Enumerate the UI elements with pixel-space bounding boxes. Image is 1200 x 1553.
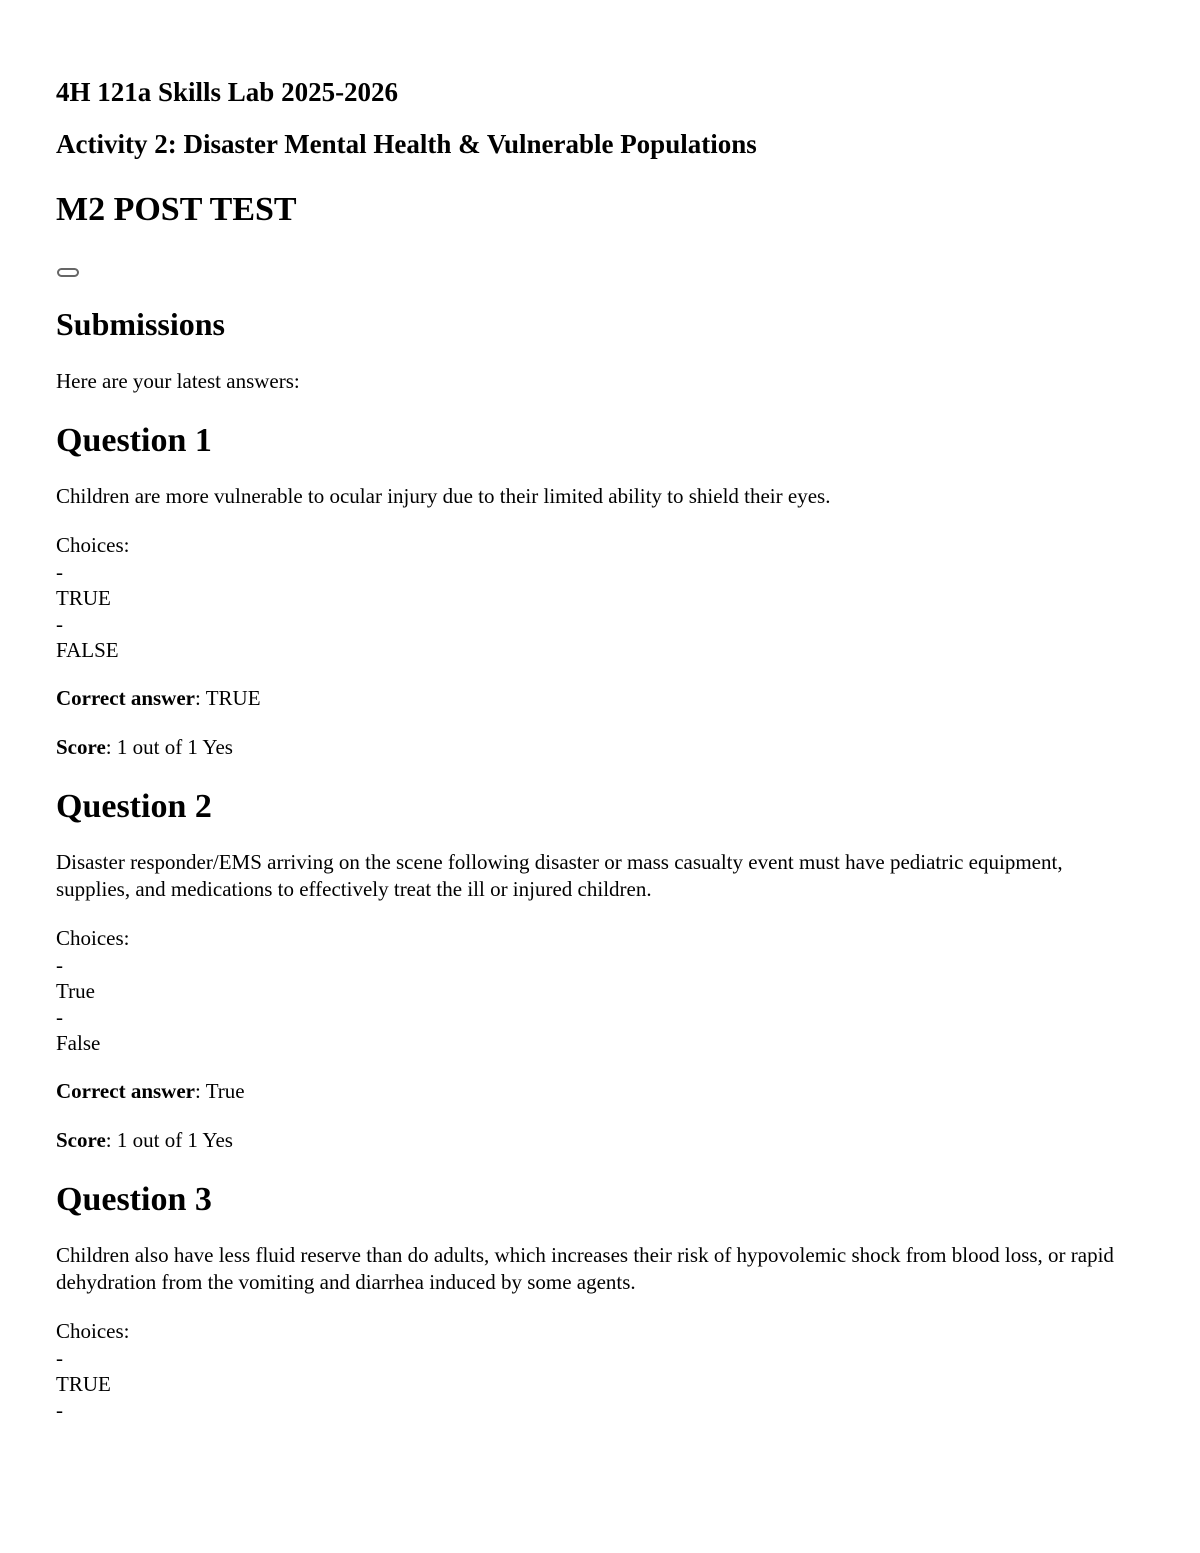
question-title: Question 3 — [56, 1181, 212, 1218]
choice-dash: - — [56, 560, 63, 584]
question-text: Children are more vulnerable to ocular injury due to their limited ability to shield their eyes. — [56, 484, 831, 508]
question-2 — [56, 785, 1144, 1154]
correct-answer-label: Correct answer — [56, 686, 195, 710]
choice-dash: - — [56, 1398, 63, 1422]
label-colon: : — [194, 686, 206, 710]
question-title: Question 1 — [56, 422, 212, 459]
choices-label: Choices: — [56, 533, 130, 557]
choice-list — [56, 952, 1144, 1056]
status-pill-icon — [57, 268, 79, 277]
score-label: Score — [56, 735, 106, 759]
correct-answer-line — [56, 1078, 1144, 1105]
choices-label: Choices: — [56, 1319, 130, 1343]
question-1 — [56, 419, 1144, 761]
correct-answer-label: Correct answer — [56, 1079, 195, 1103]
correct-answer-line — [56, 685, 1144, 712]
test-title: M2 POST TEST — [56, 191, 297, 228]
choice-item: TRUE — [56, 586, 111, 610]
course-title: 4H 121a Skills Lab 2025-2026 — [56, 77, 399, 107]
label-colon: : — [105, 735, 117, 759]
question-title: Question 2 — [56, 788, 212, 825]
question-text: Children also have less fluid reserve than do adults, which increases their risk of hypovolemic shock from blood loss, or rapid dehydration from the vomiting and diarrhea induced by some agents. — [56, 1243, 1114, 1294]
choice-item: TRUE — [56, 1372, 111, 1396]
choice-item: FALSE — [56, 638, 119, 662]
score-label: Score — [56, 1128, 106, 1152]
choice-dash: - — [56, 1005, 63, 1029]
score-line — [56, 1127, 1144, 1154]
choice-dash: - — [56, 612, 63, 636]
activity-title: Activity 2: Disaster Mental Health & Vulnerable Populations — [56, 129, 757, 159]
correct-answer-value: True — [205, 1079, 245, 1103]
submissions-intro: Here are your latest answers: — [56, 369, 300, 393]
correct-answer-value: TRUE — [205, 686, 261, 710]
choice-item: False — [56, 1031, 101, 1055]
choices-label: Choices: — [56, 926, 130, 950]
question-3 — [56, 1178, 1144, 1423]
submissions-title: Submissions — [56, 306, 225, 342]
label-colon: : — [105, 1128, 117, 1152]
score-value: 1 out of 1 Yes — [116, 735, 233, 759]
choice-list — [56, 559, 1144, 663]
label-colon: : — [194, 1079, 206, 1103]
score-value: 1 out of 1 Yes — [116, 1128, 233, 1152]
choice-dash: - — [56, 953, 63, 977]
choice-item: True — [56, 979, 95, 1003]
score-line — [56, 734, 1144, 761]
question-text: Disaster responder/EMS arriving on the scene following disaster or mass casualty event must have pediatric equipment, supplies, and medications to effectively treat the ill or injured children. — [56, 850, 1063, 901]
choice-list — [56, 1345, 1144, 1423]
choice-dash: - — [56, 1346, 63, 1370]
